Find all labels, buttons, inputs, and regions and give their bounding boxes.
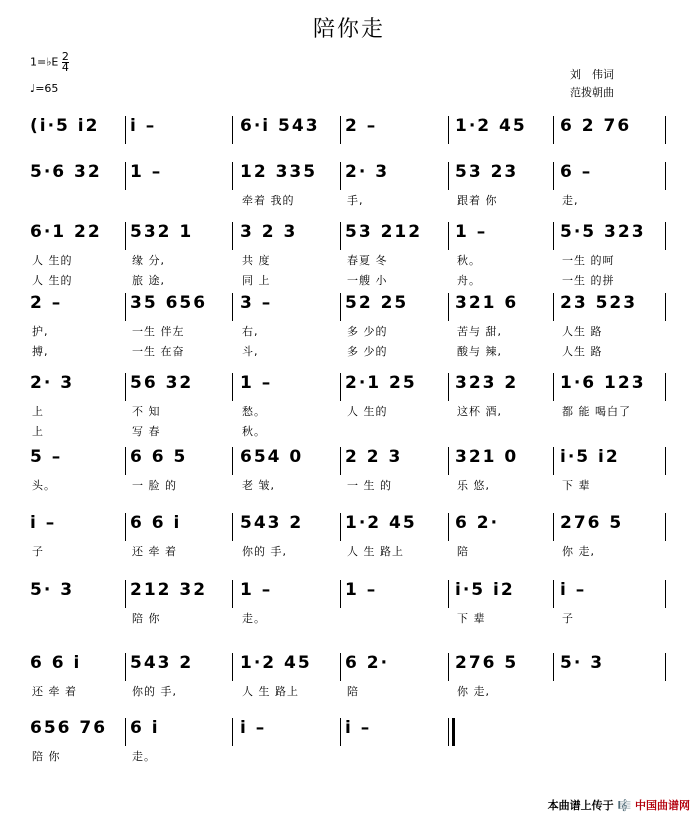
- measure: 56 32: [130, 373, 194, 393]
- measure: i –: [345, 718, 372, 738]
- lyric-line: [0, 610, 698, 626]
- barline: [448, 293, 449, 321]
- lyric: 陪: [347, 685, 359, 698]
- key-text: 1=♭E: [30, 55, 59, 69]
- barline: [340, 513, 341, 541]
- note-line: [0, 373, 698, 399]
- measure: (i·5 i2: [30, 116, 100, 136]
- barline: [340, 162, 341, 190]
- measure: 2· 3: [30, 373, 75, 393]
- measure: 212 32: [130, 580, 208, 600]
- barline: [340, 222, 341, 250]
- barline: [232, 162, 233, 190]
- lyric: 搏,: [32, 345, 49, 358]
- measure: 5·5 323: [560, 222, 646, 242]
- measure: 35 656: [130, 293, 208, 313]
- lyric: 人 生 路上: [347, 545, 404, 558]
- barline: [665, 116, 666, 144]
- lyric: 这杯 酒,: [457, 405, 502, 418]
- measure: 53 23: [455, 162, 519, 182]
- lyric: 多 少的: [347, 325, 388, 338]
- note-line: [0, 653, 698, 679]
- final-barline: [448, 718, 455, 746]
- lyric: 旅 途,: [132, 274, 165, 287]
- note-line: [0, 116, 698, 142]
- lyric: 护,: [32, 325, 49, 338]
- lyric: 走,: [562, 194, 579, 207]
- lyric: 陪: [457, 545, 469, 558]
- lyric: 多 少的: [347, 345, 388, 358]
- lyric: 一生 的呵: [562, 254, 615, 267]
- barline: [125, 447, 126, 475]
- lyric: 写 春: [132, 425, 161, 438]
- lyric: 牵着 我的: [242, 194, 295, 207]
- measure: i –: [130, 116, 157, 136]
- note-line: [0, 513, 698, 539]
- lyricist-credit: 刘 伟词: [570, 68, 614, 81]
- barline: [553, 116, 554, 144]
- barline: [125, 653, 126, 681]
- measure: 543 2: [240, 513, 304, 533]
- barline: [448, 162, 449, 190]
- lyric-line: [0, 252, 698, 268]
- lyric: 你 走,: [562, 545, 595, 558]
- barline: [340, 447, 341, 475]
- barline: [232, 373, 233, 401]
- measure: 1·2 45: [455, 116, 527, 136]
- lyric-line: [0, 192, 698, 208]
- lyric: 子: [562, 612, 574, 625]
- barline: [125, 580, 126, 608]
- lyric-line: [0, 343, 698, 359]
- lyric: 下 辈: [562, 479, 591, 492]
- measure: 1·2 45: [345, 513, 417, 533]
- barline: [665, 653, 666, 681]
- lyric: 跟着 你: [457, 194, 498, 207]
- lyric: 陪 你: [32, 750, 61, 763]
- lyric: 人 生 路上: [242, 685, 299, 698]
- lyric: 一 脸 的: [132, 479, 177, 492]
- lyric-line: [0, 683, 698, 699]
- measure: 6 2·: [455, 513, 500, 533]
- barline: [665, 162, 666, 190]
- barline: [340, 580, 341, 608]
- barline: [340, 116, 341, 144]
- measure: 1 –: [240, 580, 273, 600]
- measure: 1 –: [130, 162, 163, 182]
- lyric-line: [0, 272, 698, 288]
- measure: 5 –: [30, 447, 63, 467]
- lyric: 苦与 甜,: [457, 325, 502, 338]
- measure: 1·6 123: [560, 373, 646, 393]
- measure: 321 0: [455, 447, 519, 467]
- note-line: [0, 293, 698, 319]
- measure: 276 5: [455, 653, 519, 673]
- lyric: 不 知: [132, 405, 161, 418]
- barline: [665, 580, 666, 608]
- measure: 1 –: [455, 222, 488, 242]
- lyric: 人生 路: [562, 325, 603, 338]
- measure: 6 –: [560, 162, 593, 182]
- lyric: 一生 的拼: [562, 274, 615, 287]
- barline: [125, 293, 126, 321]
- measure: 5·6 32: [30, 162, 102, 182]
- lyric: 还 牵 着: [32, 685, 77, 698]
- lyric: 下 辈: [457, 612, 486, 625]
- lyric: 一艘 小: [347, 274, 388, 287]
- lyric: 都 能 喝白了: [562, 405, 631, 418]
- lyric: 右,: [242, 325, 259, 338]
- lyric: 酸与 辣,: [457, 345, 502, 358]
- lyric: 老 皱,: [242, 479, 275, 492]
- measure: 6 6 i: [30, 653, 82, 673]
- lyric-line: [0, 323, 698, 339]
- lyric: 秋。: [457, 254, 481, 267]
- barline: [665, 447, 666, 475]
- barline: [232, 293, 233, 321]
- measure: 52 25: [345, 293, 409, 313]
- time-signature: $\frac{2}{4}$: [61, 50, 69, 74]
- measure: 1 –: [345, 580, 378, 600]
- lyric: 人 生的: [32, 274, 73, 287]
- tempo-mark: ♩=65: [30, 82, 59, 95]
- measure: 5· 3: [560, 653, 605, 673]
- measure: 2 –: [345, 116, 378, 136]
- barline: [340, 373, 341, 401]
- lyric: 愁。: [242, 405, 266, 418]
- measure: 3 2 3: [240, 222, 298, 242]
- barline: [340, 653, 341, 681]
- composer-credit: 范拨朝曲: [570, 86, 614, 99]
- note-line: [0, 718, 698, 744]
- measure: 6 6 5: [130, 447, 188, 467]
- lyric: 陪 你: [132, 612, 161, 625]
- barline: [665, 222, 666, 250]
- lyric: 上: [32, 425, 44, 438]
- lyric: 春夏 冬: [347, 254, 388, 267]
- barline: [448, 373, 449, 401]
- barline: [448, 513, 449, 541]
- lyric: 舟。: [457, 274, 481, 287]
- lyric: 子: [32, 545, 44, 558]
- measure: 654 0: [240, 447, 304, 467]
- lyric: 走。: [132, 750, 156, 763]
- barline: [125, 513, 126, 541]
- measure: 1 –: [240, 373, 273, 393]
- site-logo-icon: 🎼: [617, 799, 632, 812]
- lyric: 人 生的: [347, 405, 388, 418]
- barline: [553, 222, 554, 250]
- lyric: 乐 悠,: [457, 479, 490, 492]
- barline: [448, 116, 449, 144]
- measure: 532 1: [130, 222, 194, 242]
- barline: [553, 653, 554, 681]
- lyric: 斗,: [242, 345, 259, 358]
- barline: [125, 718, 126, 746]
- barline: [553, 447, 554, 475]
- barline: [553, 293, 554, 321]
- note-line: [0, 447, 698, 473]
- barline: [125, 162, 126, 190]
- lyric: 共 度: [242, 254, 271, 267]
- measure: 323 2: [455, 373, 519, 393]
- barline: [232, 653, 233, 681]
- lyric: 还 牵 着: [132, 545, 177, 558]
- measure: 321 6: [455, 293, 519, 313]
- measure: i –: [30, 513, 57, 533]
- measure: 2 –: [30, 293, 63, 313]
- barline: [448, 222, 449, 250]
- measure: 23 523: [560, 293, 638, 313]
- barline: [232, 580, 233, 608]
- note-line: [0, 162, 698, 188]
- barline: [232, 222, 233, 250]
- song-title: 陪你走: [312, 17, 385, 42]
- lyric-line: [0, 748, 698, 764]
- measure: i·5 i2: [560, 447, 620, 467]
- barline: [665, 293, 666, 321]
- barline: [340, 718, 341, 746]
- barline: [448, 580, 449, 608]
- measure: 6 i: [130, 718, 160, 738]
- barline: [553, 162, 554, 190]
- barline: [553, 373, 554, 401]
- barline: [340, 293, 341, 321]
- lyric: 人生 路: [562, 345, 603, 358]
- lyric-line: [0, 403, 698, 419]
- lyric: 一生 伴左: [132, 325, 185, 338]
- lyric: 秋。: [242, 425, 266, 438]
- measure: 2 2 3: [345, 447, 403, 467]
- barline: [232, 513, 233, 541]
- barline: [665, 373, 666, 401]
- measure: 1·2 45: [240, 653, 312, 673]
- lyric-line: [0, 543, 698, 559]
- barline: [125, 373, 126, 401]
- barline: [448, 653, 449, 681]
- barline: [553, 513, 554, 541]
- measure: 5· 3: [30, 580, 75, 600]
- key-signature: [30, 52, 69, 73]
- lyric-line: [0, 423, 698, 439]
- measure: i –: [240, 718, 267, 738]
- measure: 276 5: [560, 513, 624, 533]
- lyric: 头。: [32, 479, 56, 492]
- measure: 6 6 i: [130, 513, 182, 533]
- lyric: 人 生的: [32, 254, 73, 267]
- lyric: 手,: [347, 194, 364, 207]
- measure: i·5 i2: [455, 580, 515, 600]
- measure: 53 212: [345, 222, 423, 242]
- lyric: 一 生 的: [347, 479, 392, 492]
- measure: 2· 3: [345, 162, 390, 182]
- measure: 6 2·: [345, 653, 390, 673]
- barline: [553, 580, 554, 608]
- note-line: [0, 580, 698, 606]
- measure: 6·i 543: [240, 116, 320, 136]
- lyric: 你的 手,: [132, 685, 177, 698]
- measure: 3 –: [240, 293, 273, 313]
- note-line: [0, 222, 698, 248]
- measure: 12 335: [240, 162, 318, 182]
- lyric: 走。: [242, 612, 266, 625]
- barline: [232, 447, 233, 475]
- lyric: 你 走,: [457, 685, 490, 698]
- barline: [448, 447, 449, 475]
- lyric: 上: [32, 405, 44, 418]
- measure: 543 2: [130, 653, 194, 673]
- measure: i –: [560, 580, 587, 600]
- lyric-line: [0, 477, 698, 493]
- footer-credit: 本曲谱上传于 🎼 中国曲谱网: [547, 799, 690, 812]
- barline: [125, 222, 126, 250]
- lyric: 同 上: [242, 274, 271, 287]
- barline: [232, 718, 233, 746]
- lyric: 缘 分,: [132, 254, 165, 267]
- measure: 6·1 22: [30, 222, 102, 242]
- barline: [125, 116, 126, 144]
- measure: 2·1 25: [345, 373, 417, 393]
- lyric: 一生 在奋: [132, 345, 185, 358]
- barline: [665, 513, 666, 541]
- barline: [232, 116, 233, 144]
- measure: 6 2 76: [560, 116, 632, 136]
- lyric: 你的 手,: [242, 545, 287, 558]
- measure: 656 76: [30, 718, 108, 738]
